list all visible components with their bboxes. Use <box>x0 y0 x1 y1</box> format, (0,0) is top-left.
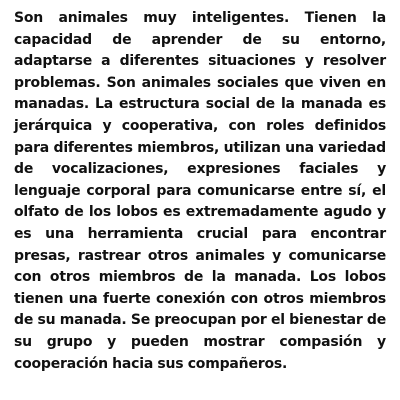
document-page <box>14 8 386 375</box>
body-paragraph: Son animales muy inteligentes. Tienen la capacidad de aprender de su entorno, adaptarse a diferentes situaciones y resolver problemas. Son animales sociales que viven en manadas. La estructura social de la manada es jerárquica y cooperativa, con roles definidos para diferentes miembros, utilizan una variedad de vocalizaciones, expresiones faciales y lenguaje corporal para comunicarse entre sí, el olfato de los lobos es extremadamente agudo y es una herramienta crucial para encontrar presas, rastrear otros animales y comunicarse con otros miembros de la manada. Los lobos tienen una fuerte conexión con otros miembros de su manada. Se preocupan por el bienestar de su grupo y pueden mostrar compasión y cooperación hacia sus compañeros. <box>14 10 386 372</box>
